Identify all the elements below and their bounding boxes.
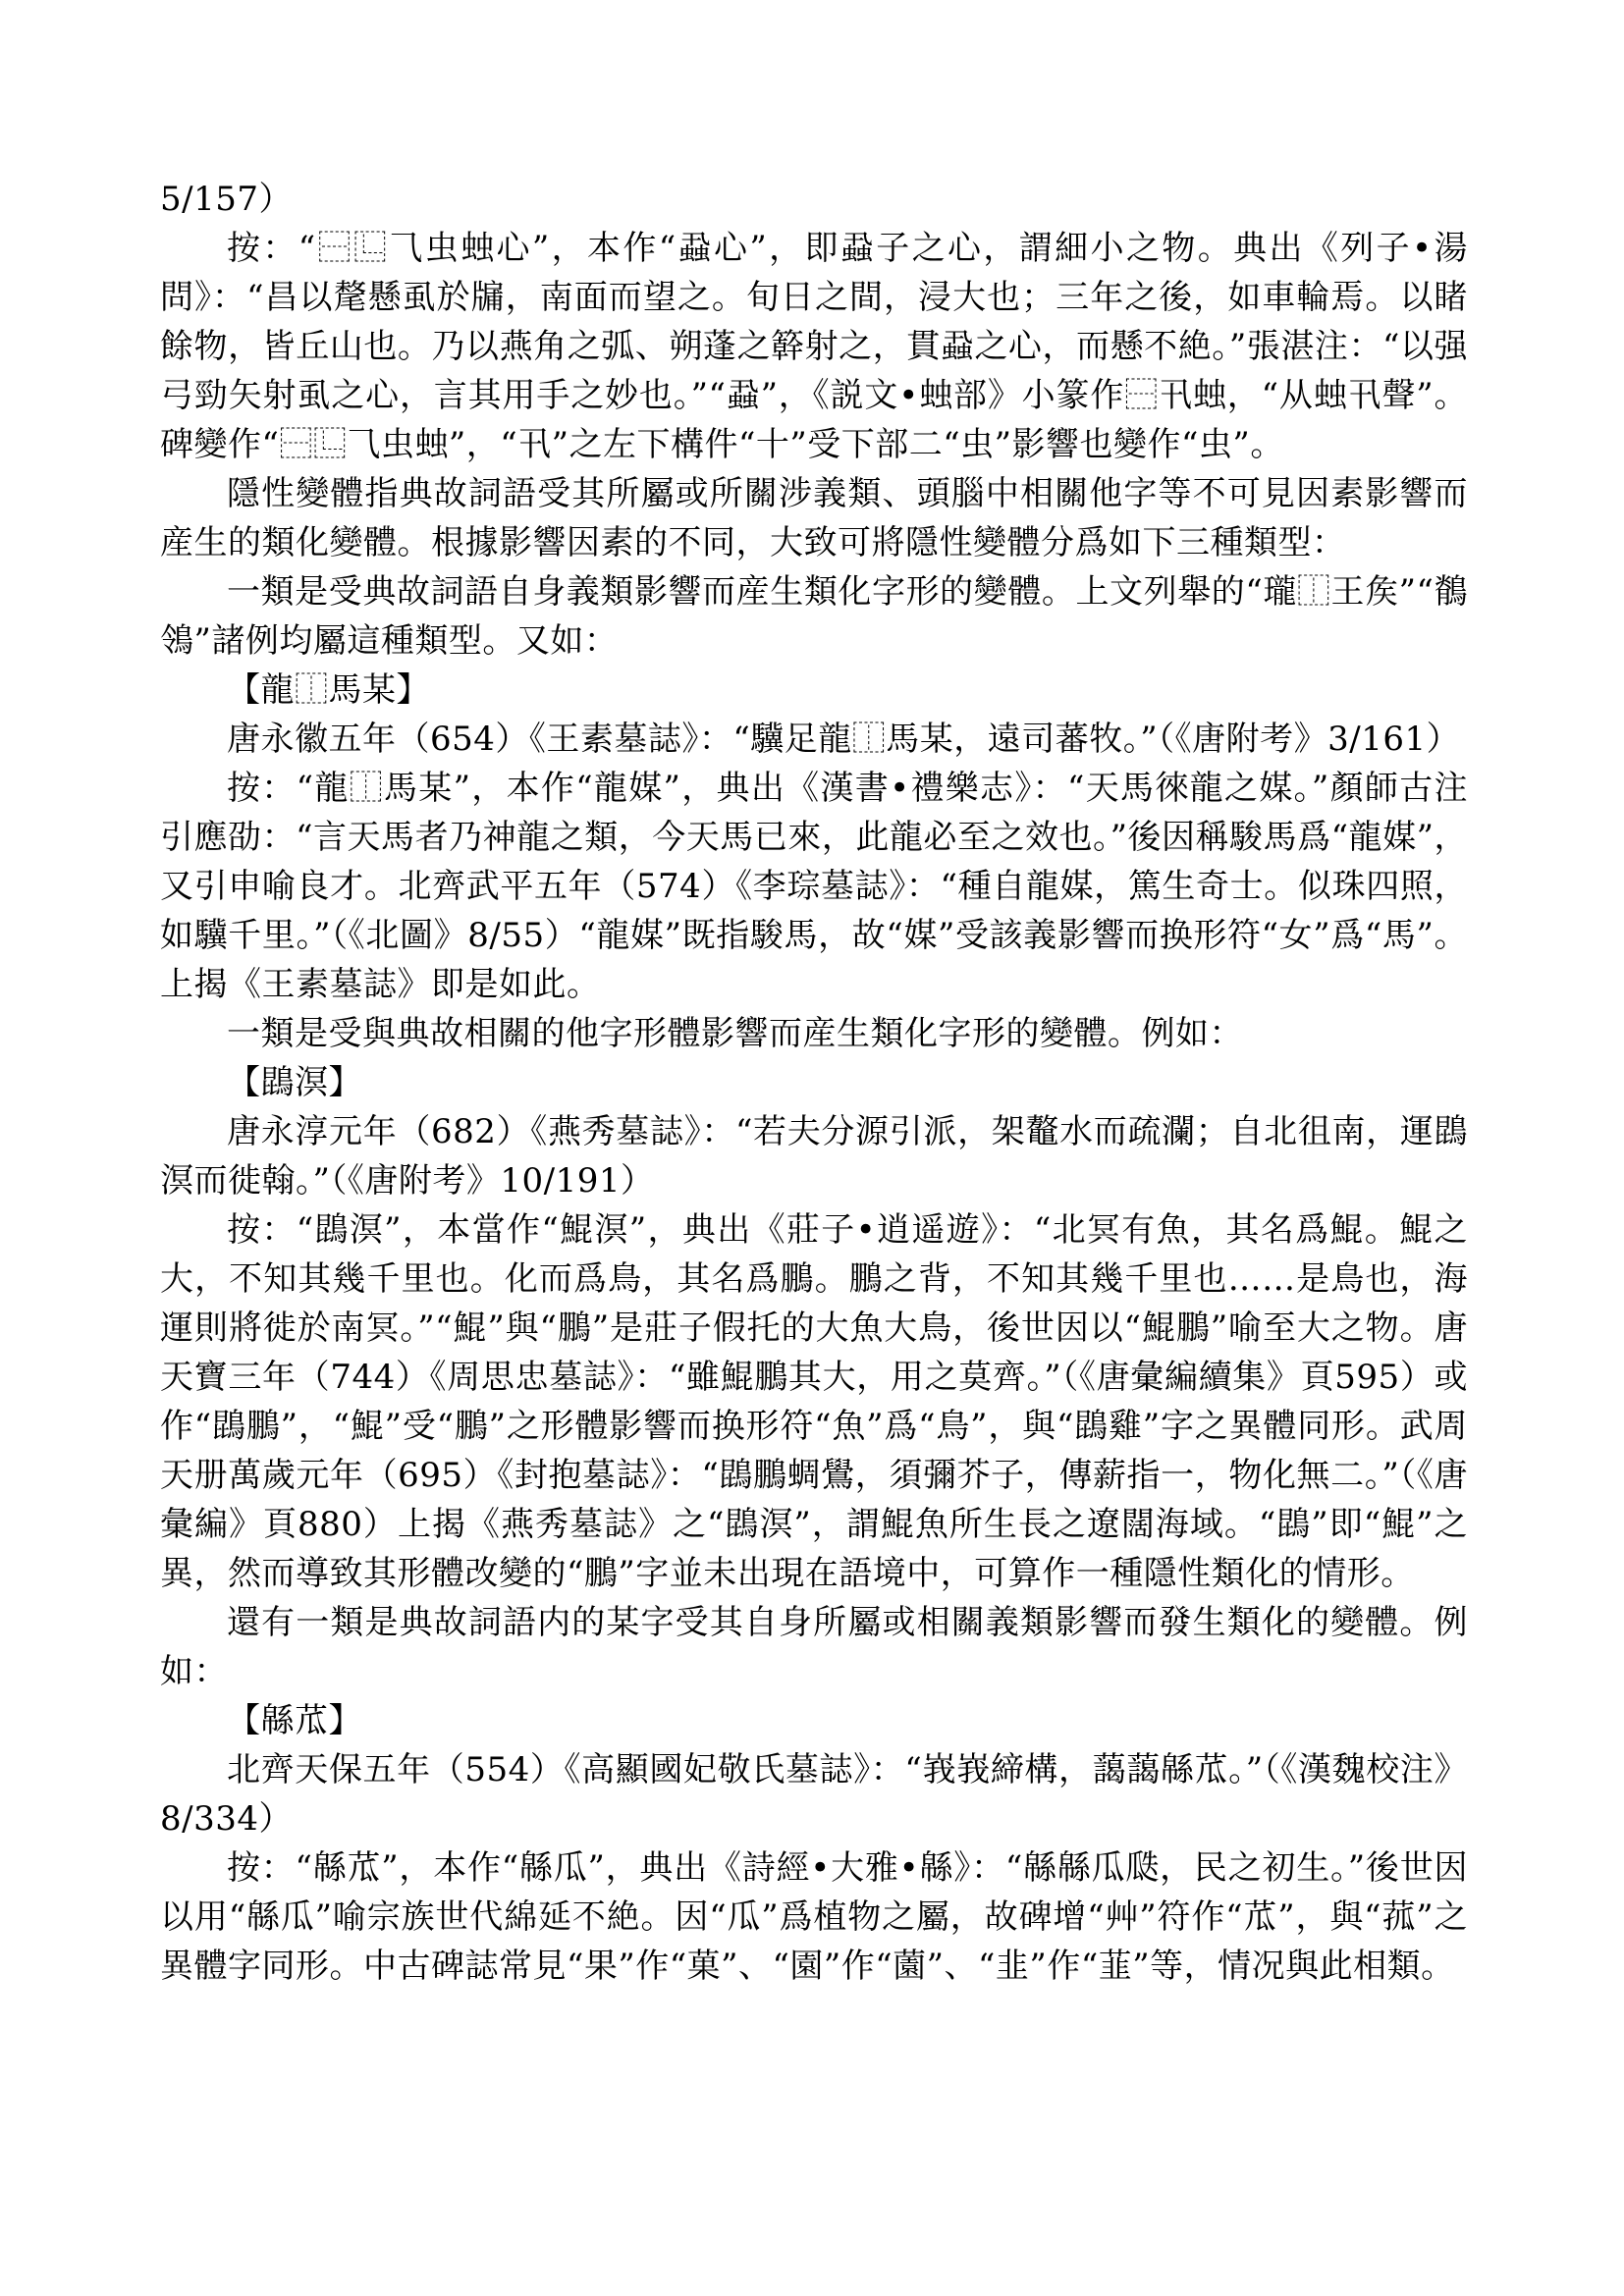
document-body: [160, 175, 1468, 1991]
paragraph-type-two-intro: 一類是受與典故相關的他字形體影響而産生類化字形的變體。例如：: [227, 1014, 1243, 1053]
section-heading-longmei: 【龍⿰馬某】: [227, 670, 430, 710]
paragraph-an-shixin: 按：“⿱⿺⺄虫䖵心”，本作“蝨心”，即蝨子之心，謂細小之物。典出《列子•湯問》：“昌以氂懸虱於牖，南面而望之。旬日之間，浸大也；三年之後，如車輪焉。以睹餘物，皆丘山也。乃以燕角之弧、朔蓬之簳射之，貫蝨之心，而懸不絶。”張湛注：“以强弓勁矢射虱之心，言其用手之妙也。”“蝨”，《説文•䖵部》小篆作⿱卂䖵，“从䖵卂聲”。碑變作“⿱⿺⺄虫䖵”，“卂”之左下構件“十”受下部二“虫”影響也變作“虫”。: [160, 229, 1468, 464]
paragraph-gaoxian-guofei-quote: 北齊天保五年（554）《高顯國妃敬氏墓誌》：“峩峩締構，藹藹緜苽。”（《漢魏校注》8/334）: [160, 1750, 1468, 1839]
page-ref-line: 5/157）: [160, 180, 293, 219]
paragraph-yinxing-bianti-intro: 隱性變體指典故詞語受其所屬或所關涉義類、頭腦中相關他字等不可見因素影響而産生的類化變體。根據影響因素的不同，大致可將隱性變體分爲如下三種類型：: [160, 474, 1468, 562]
paragraph-type-three-intro: 還有一類是典故詞語内的某字受其自身所屬或相關義類影響而發生類化的變體。例如：: [160, 1603, 1468, 1691]
paragraph-an-miangu: 按：“緜苽”，本作“緜瓜”，典出《詩經•大雅•緜》：“緜緜瓜瓞，民之初生。”後世因以用“緜瓜”喻宗族世代綿延不絶。因“瓜”爲植物之屬，故碑增“艸”符作“苽”，與“菰”之異體字同形。中古碑誌常見“果”作“菓”、“園”作“薗”、“韭”作“韮”等，情况與此相類。: [160, 1848, 1468, 1986]
paragraph-an-kunming: 按：“鵾溟”，本當作“鯤溟”，典出《莊子•逍遥遊》：“北冥有魚，其名爲鯤。鯤之大，不知其幾千里也。化而爲鳥，其名爲鵬。鵬之背，不知其幾千里也……是鳥也，海運則將徙於南冥。”“鯤”與“鵬”是莊子假托的大魚大鳥，後世因以“鯤鵬”喻至大之物。唐天寶三年（744）《周思忠墓誌》：“雖鯤鵬其大，用之莫齊。”（《唐彙編續集》頁595）或作“鵾鵬”，“鯤”受“鵬”之形體影響而换形符“魚”爲“鳥”，與“鵾雞”字之異體同形。武周天册萬歲元年（695）《封抱墓誌》：“鵾鵬蜩鷽，須彌芥子，傳薪指一，物化無二。”（《唐彙編》頁880）上揭《燕秀墓誌》之“鵾溟”，謂鯤魚所生長之遼闊海域。“鵾”即“鯤”之異，然而導致其形體改變的“鵬”字並未出現在語境中，可算作一種隱性類化的情形。: [160, 1210, 1468, 1593]
paragraph-yanxiu-muzhi-quote: 唐永淳元年（682）《燕秀墓誌》：“若夫分源引派，架鼇水而疏瀾；自北徂南，運鵾溟而徙翰。”（《唐附考》10/191）: [160, 1112, 1468, 1201]
paragraph-an-longmei: 按：“龍⿰馬某”，本作“龍媒”，典出《漢書•禮樂志》：“天馬徠龍之媒。”顏師古注引應劭：“言天馬者乃神龍之類，今天馬已來，此龍必至之效也。”後因稱駿馬爲“龍媒”，又引申喻良才。北齊武平五年（574）《李琮墓誌》：“種自龍媒，篤生奇士。似珠四照，如驥千里。”（《北圖》8/55）“龍媒”既指駿馬，故“媒”受該義影響而换形符“女”爲“馬”。上揭《王素墓誌》即是如此。: [160, 769, 1468, 1004]
paragraph-wangsu-muzhi-quote: 唐永徽五年（654）《王素墓誌》：“驥足龍⿰馬某，遠司蕃牧。”（《唐附考》3/161）: [227, 720, 1461, 759]
paragraph-type-one-intro: 一類是受典故詞語自身義類影響而産生類化字形的變體。上文列舉的“瓏⿰王矦”“鶺鴒”諸例均屬這種類型。又如：: [160, 572, 1468, 661]
section-heading-miangu: 【緜苽】: [227, 1701, 362, 1740]
section-heading-kunming: 【鵾溟】: [227, 1063, 362, 1102]
